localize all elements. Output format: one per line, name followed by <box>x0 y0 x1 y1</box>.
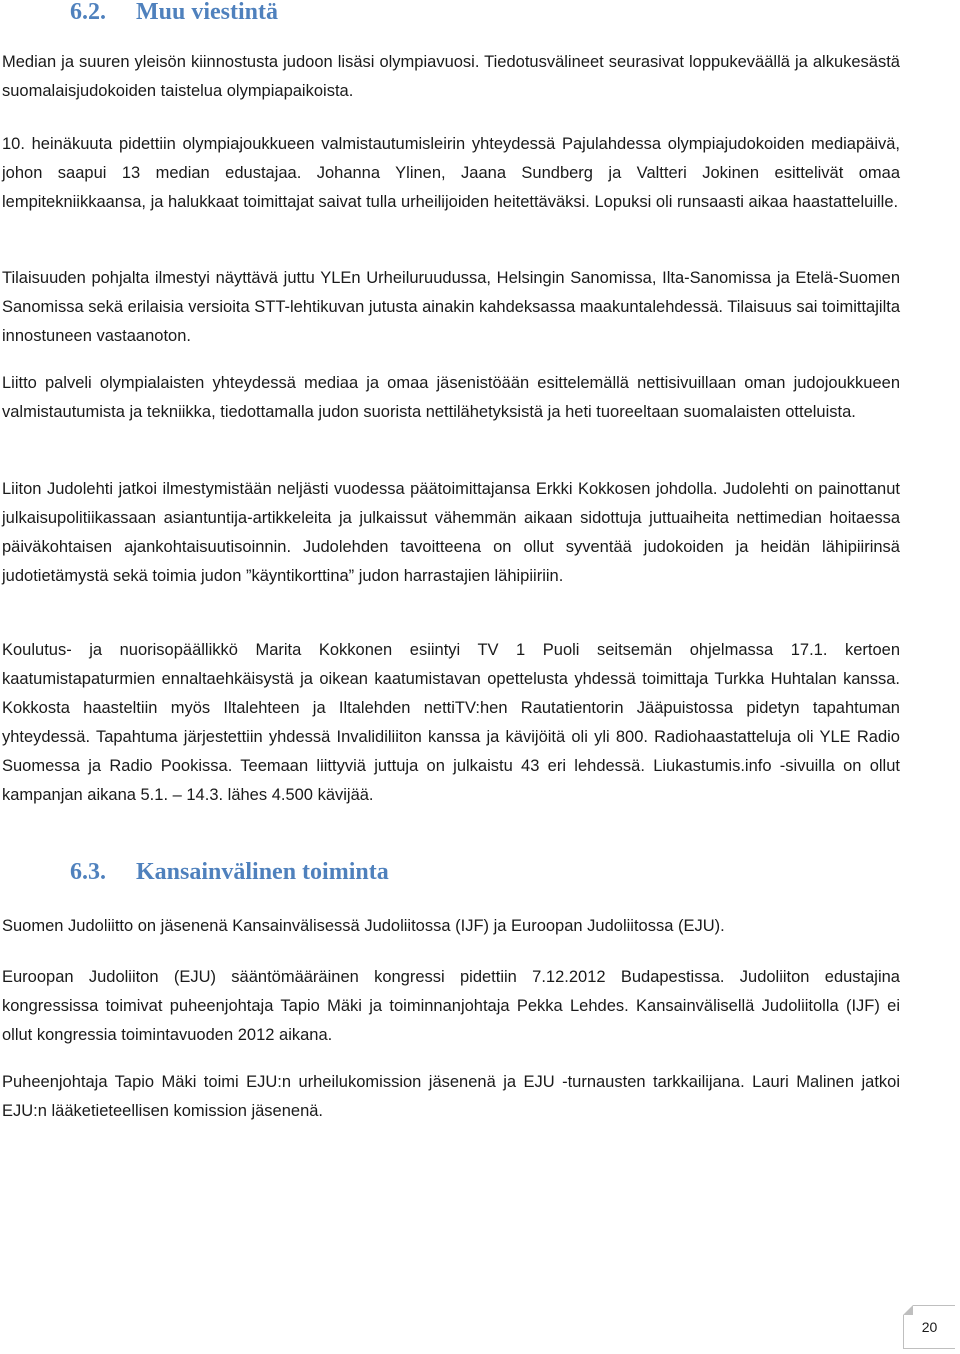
paragraph: Liitto palveli olympialaisten yhteydessä mediaa ja omaa jäsenistöään esittelemällä nettisivuillaan oman judojoukkueen valmistautumista ja tekniikka, tiedottamalla judon suorista nettilähetyksistä ja heti tuoreeltaan suomalaisten otteluista. <box>2 374 900 421</box>
paragraph: Koulutus- ja nuorisopäällikkö Marita Kokkonen esiintyi TV 1 Puoli seitsemän ohjelmassa 17.1. kertoen kaatumistapaturmien ennaltaehkäisystä ja oikean kaatumistavan opettelusta yhdessä toimittaja Turkka Huhtalan kanssa. Kokkosta haasteltiin myös Iltalehteen ja Iltalehden nettiTV:hen Rautatientorin Jääpuistossa pidetyn tapahtuman yhteydessä. Tapahtuma järjestettiin yhdessä Invalidiliiton kanssa ja kävijöitä oli yli 800. Radiohaastatteluja oli YLE Radio Suomessa ja Radio Pookissa. Teemaan liittyviä juttuja on julkaistu 43 eri lehdessä. Liukastumis.info -sivuilla on ollut kampanjan aikana 5.1. – 14.3. lähes 4.500 kävijää. <box>2 641 900 804</box>
section-number: 6.2. <box>70 0 106 25</box>
paragraph: Suomen Judoliitto on jäsenenä Kansainvälisessä Judoliitossa (IJF) ja Euroopan Judoliitossa (EJU). <box>2 917 725 935</box>
paragraph: Median ja suuren yleisön kiinnostusta judoon lisäsi olympiavuosi. Tiedotusvälineet seurasivat loppukeväällä ja alkukesästä suomalaisjudokoiden taistelua olympiapaikoista. <box>2 53 900 100</box>
paragraph: Euroopan Judoliiton (EJU) sääntömääräinen kongressi pidettiin 7.12.2012 Budapestissa. Judoliiton edustajina kongressissa toimivat puheenjohtaja Tapio Mäki ja toiminnanjohtaja Pekka Lehdes. Kansainvälisellä Judoliitolla (IJF) ei ollut kongressia toimintavuoden 2012 aikana. <box>2 968 900 1044</box>
paragraph: Puheenjohtaja Tapio Mäki toimi EJU:n urheilukomission jäsenenä ja EJU -turnausten tarkkailijana. Lauri Malinen jatkoi EJU:n lääketieteellisen komission jäsenenä. <box>2 1073 900 1120</box>
section-title: Muu viestintä <box>136 0 279 25</box>
section-heading-6-2 <box>70 0 278 26</box>
section-number: 6.3. <box>70 859 106 885</box>
paragraph: Liiton Judolehti jatkoi ilmestymistään neljästi vuodessa päätoimittajansa Erkki Kokkosen johdolla. Judolehti on painottanut julkaisupolitiikassaan asiantuntija-artikkeleita ja julkaissut vähemmän aikaan sidottuja juttuaiheita nettimedian hoitaessa päiväkohtaisen ajankohtaisuutisoinnin. Judolehden tavoitteena on ollut syventää judokoiden ja heidän lähipiirinsä judotietämystä sekä toimia judon ”käyntikorttina” judon harrastajien lähipiiriin. <box>2 480 900 585</box>
section-title: Kansainvälinen toiminta <box>136 859 389 885</box>
paragraph: Tilaisuuden pohjalta ilmestyi näyttävä juttu YLEn Urheiluruudussa, Helsingin Sanomissa, Ilta-Sanomissa ja Etelä-Suomen Sanomissa sekä erilaisia versioita STT-lehtikuvan jutusta ainakin kahdeksassa maakuntalehdessä. Tilaisuus sai toimittajilta innostuneen vastaanoton. <box>2 269 900 345</box>
section-heading-6-3 <box>70 858 389 886</box>
paragraph: 10. heinäkuuta pidettiin olympiajoukkueen valmistautumisleirin yhteydessä Pajulahdessa olympiajudokoiden mediapäivä, johon saapui 13 median edustajaa. Johanna Ylinen, Jaana Sundberg ja Valtteri Jokinen esittelivät omaa lempitekniikkaansa, ja halukkaat toimittajat saivat tulla urheilijoiden heitettäväksi. Lopuksi oli runsaasti aikaa haastatteluille. <box>2 135 900 211</box>
page-number: 20 <box>903 1305 955 1349</box>
